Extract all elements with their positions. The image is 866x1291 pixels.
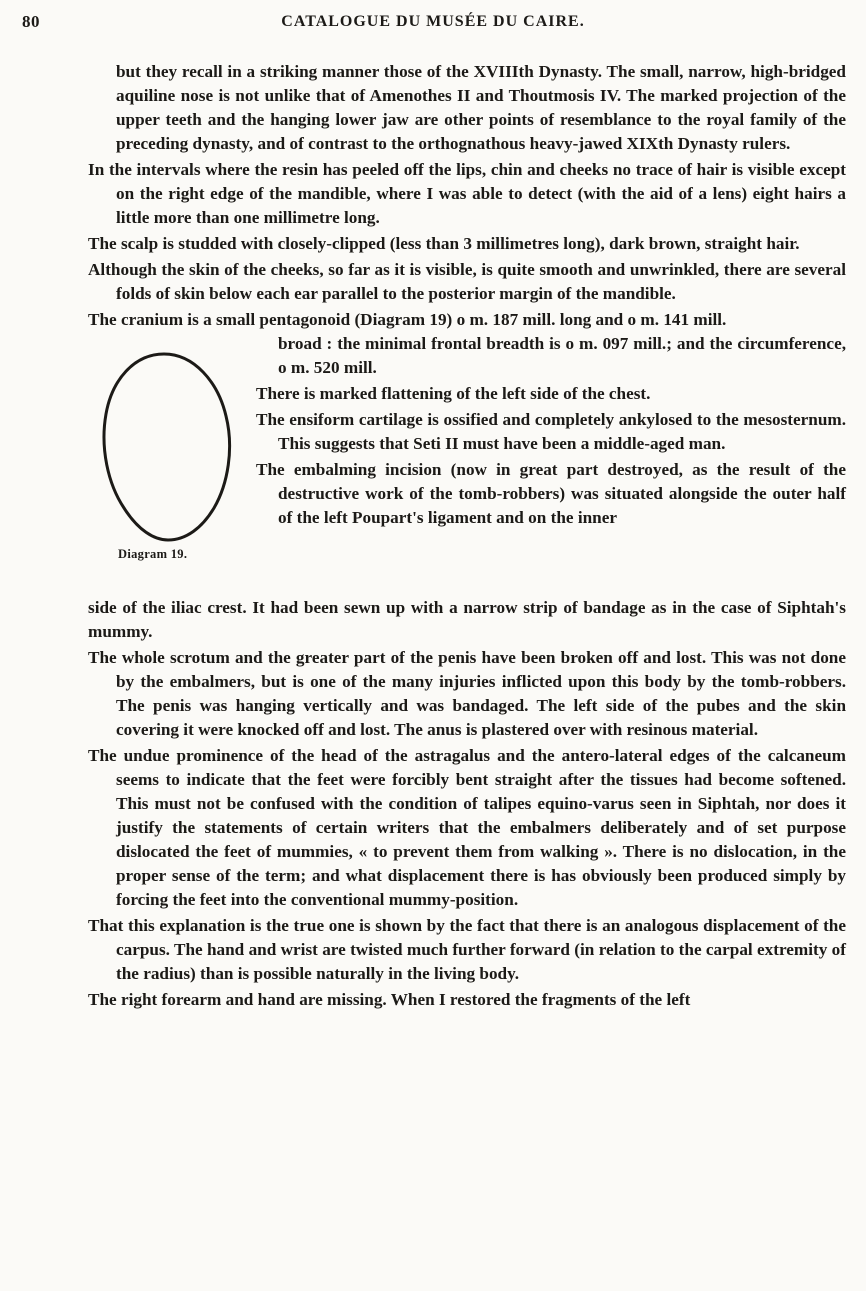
cranium-outline-icon [94, 344, 234, 544]
paragraph-forearm: The right forearm and hand are missing. When I restored the fragments of the left [88, 990, 691, 1009]
paragraph-hair: In the intervals where the resin has peeled off the lips, chin and cheeks no trace of hair is visible except on the right edge of the mandible, where I was able to detect (with the aid of a lens) eight hairs a little more than one millimetre long. [88, 160, 846, 227]
figure-with-wrapped-text [88, 332, 846, 596]
paragraph-continued: but they recall in a striking manner those of the XVIIIth Dynasty. The small, narrow, high-bridged aquiline nose is not unlike that of Amenothes II and Thoutmosis IV. The marked projection of the upper teeth and the hanging lower jaw are other points of resemblance to the royal family of the preceding dynasty, and of contrast to the orthognathous heavy-jawed XIXth Dynasty rulers. [116, 62, 846, 153]
paragraph-scrotum: The whole scrotum and the greater part of the penis have been broken off and lost. This was not done by the embalmers, but is one of the many injuries inflicted upon this body by the tomb-robbers. The penis was hanging vertically and was bandaged. The left side of the pubes and the skin covering it were knocked off and lost. The anus is plastered over with resinous material. [88, 648, 846, 739]
body-text [88, 60, 846, 1014]
paragraph-scalp: The scalp is studded with closely-clipped (less than 3 millimetres long), dark brown, straight hair. [88, 234, 800, 253]
paragraph-chest: There is marked flattening of the left side of the chest. [256, 384, 651, 403]
diagram-caption: Diagram 19. [118, 547, 188, 561]
paragraph-embalming-cont: side of the iliac crest. It had been sewn up with a narrow strip of bandage as in the case of Siphtah's mummy. [88, 598, 846, 641]
running-head: CATALOGUE DU MUSÉE DU CAIRE. [281, 13, 585, 30]
paragraph-cheeks: Although the skin of the cheeks, so far as it is visible, is quite smooth and unwrinkled, there are several folds of skin below each ear parallel to the posterior margin of the mandible. [88, 260, 846, 303]
diagram-19 [88, 332, 248, 596]
paragraph-astragalus: The undue prominence of the head of the astragalus and the antero-lateral edges of the calcaneum seems to indicate that the feet were forcibly bent straight after the tissues had become softened. This must not be confused with the condition of talipes equino-varus seen in Siphtah, nor does it justify the statements of certain writers that the embalmers deliberately and of set purpose dislocated the feet of mummies, « to prevent them from walking ». There is no dislocation, in the proper sense of the term; and what displacement there is has obviously been produced simply by forcing the feet into the conventional mummy-position. [88, 746, 846, 909]
paragraph-ensiform: The ensiform cartilage is ossified and completely ankylosed to the mesosternum. This suggests that Seti II must have been a middle-aged man. [256, 410, 846, 453]
paragraph-embalming: The embalming incision (now in great part destroyed, as the result of the destructive work of the tomb-robbers) was situated alongside the outer half of the left Poupart's ligament and on the inner [256, 460, 846, 527]
wrapped-text-column [256, 332, 846, 530]
paragraph-cranium: The cranium is a small pentagonoid (Diagram 19) o m. 187 mill. long and o m. 141 mill. [88, 310, 727, 329]
page-number: 80 [22, 12, 40, 31]
paragraph-cranium-cont: broad : the minimal frontal breadth is o m. 097 mill.; and the circumference, o m. 520 mill. [278, 334, 846, 377]
paragraph-carpus: That this explanation is the true one is shown by the fact that there is an analogous displacement of the carpus. The hand and wrist are twisted much further forward (in relation to the carpal extremity of the radius) than is possible naturally in the living body. [88, 916, 846, 983]
